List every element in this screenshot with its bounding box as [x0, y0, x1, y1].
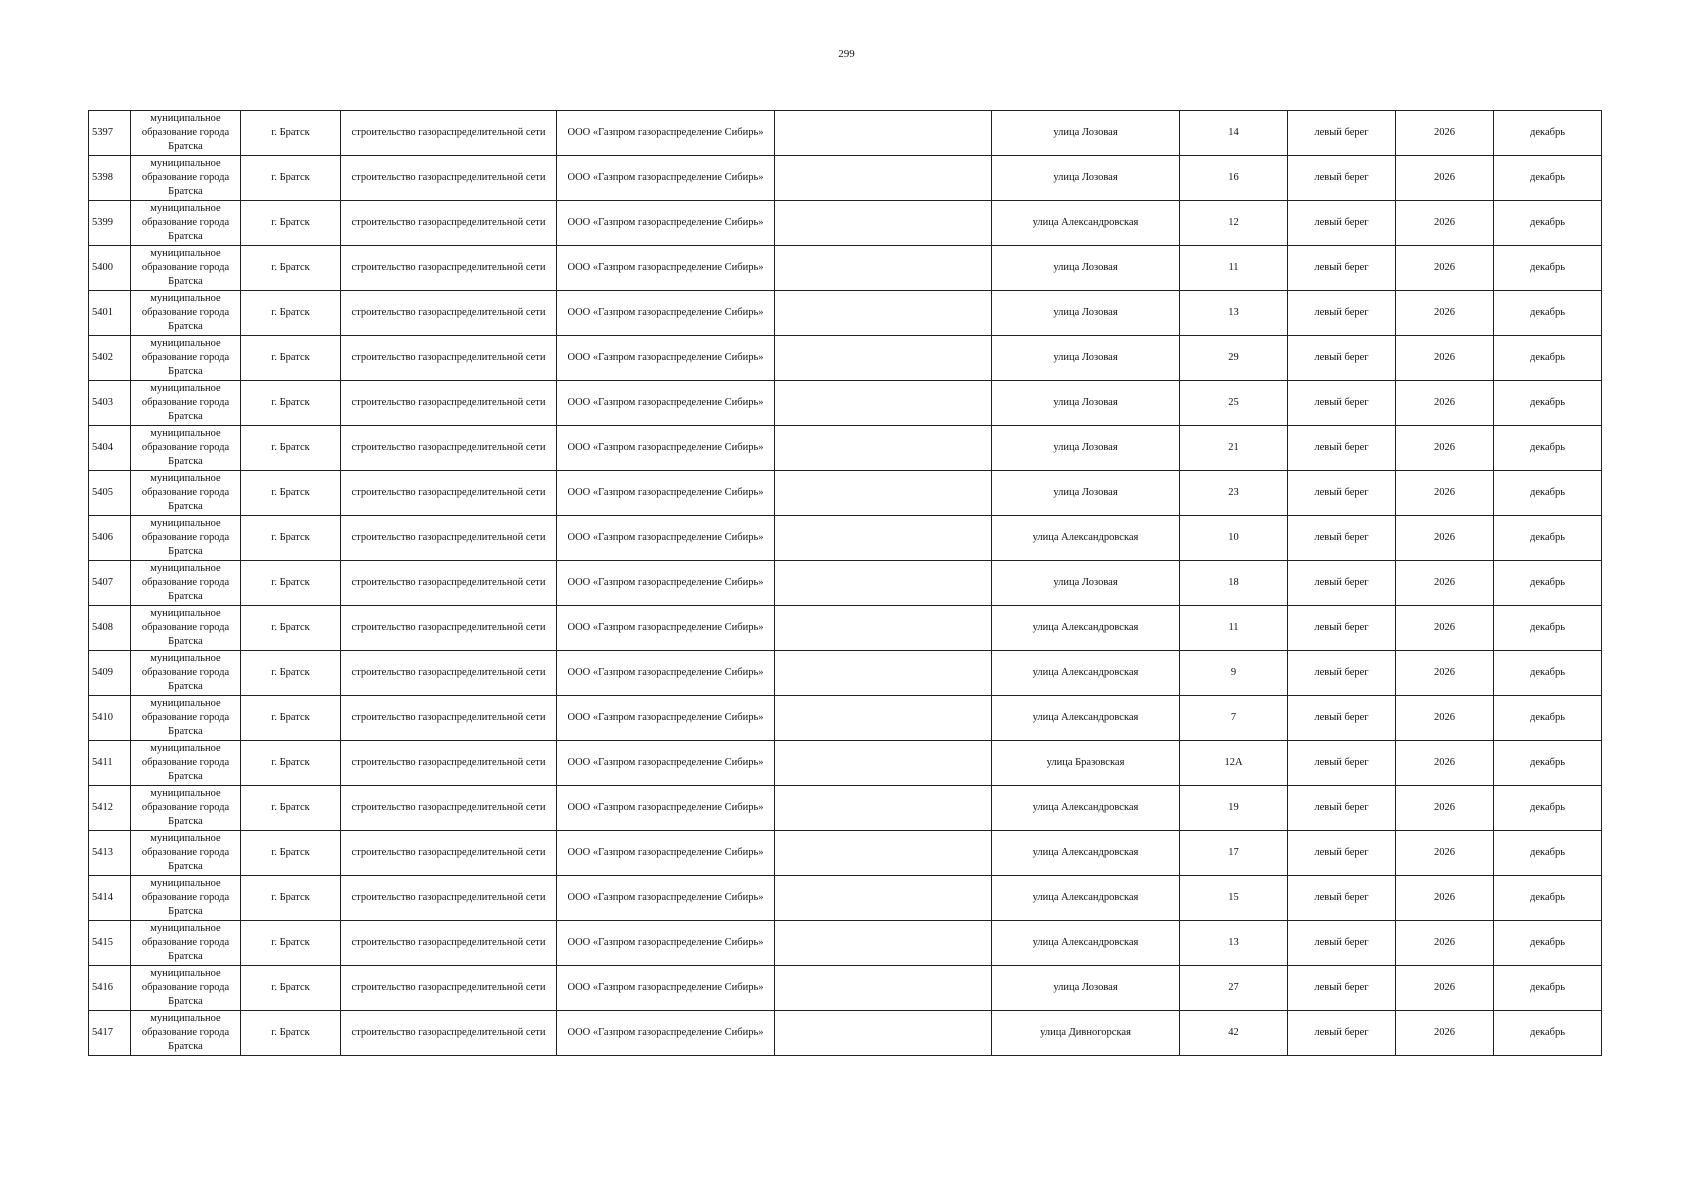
table-row: [89, 921, 1602, 966]
organization-cell: ООО «Газпром газораспределение Сибирь»: [557, 201, 775, 246]
month-cell: декабрь: [1494, 696, 1602, 741]
year-cell: 2026: [1396, 606, 1494, 651]
municipality-cell: муниципальное образование города Братска: [131, 786, 241, 831]
month-cell: декабрь: [1494, 291, 1602, 336]
table-row: [89, 381, 1602, 426]
city-cell: г. Братск: [241, 786, 341, 831]
month-cell: декабрь: [1494, 921, 1602, 966]
year-cell: 2026: [1396, 291, 1494, 336]
municipality-cell: муниципальное образование города Братска: [131, 426, 241, 471]
work-type-cell: строительство газораспределительной сети: [341, 336, 557, 381]
work-type-cell: строительство газораспределительной сети: [341, 246, 557, 291]
page-number: 299: [838, 48, 855, 60]
month-cell: декабрь: [1494, 741, 1602, 786]
house-number-cell: 7: [1180, 696, 1288, 741]
house-number-cell: 13: [1180, 921, 1288, 966]
city-cell: г. Братск: [241, 966, 341, 1011]
month-cell: декабрь: [1494, 786, 1602, 831]
table-row: [89, 201, 1602, 246]
work-type-cell: строительство газораспределительной сети: [341, 966, 557, 1011]
row-number: 5397: [89, 111, 131, 156]
empty-cell: [775, 1011, 992, 1056]
row-number: 5416: [89, 966, 131, 1011]
street-cell: улица Лозовая: [992, 156, 1180, 201]
empty-cell: [775, 651, 992, 696]
municipality-cell: муниципальное образование города Братска: [131, 516, 241, 561]
row-number: 5404: [89, 426, 131, 471]
month-cell: декабрь: [1494, 381, 1602, 426]
table-row: [89, 966, 1602, 1011]
organization-cell: ООО «Газпром газораспределение Сибирь»: [557, 696, 775, 741]
municipality-cell: муниципальное образование города Братска: [131, 606, 241, 651]
house-number-cell: 21: [1180, 426, 1288, 471]
municipality-cell: муниципальное образование города Братска: [131, 336, 241, 381]
municipality-cell: муниципальное образование города Братска: [131, 381, 241, 426]
row-number: 5403: [89, 381, 131, 426]
row-number: 5410: [89, 696, 131, 741]
table-row: [89, 651, 1602, 696]
table-row: [89, 741, 1602, 786]
district-cell: левый берег: [1288, 201, 1396, 246]
work-type-cell: строительство газораспределительной сети: [341, 381, 557, 426]
work-type-cell: строительство газораспределительной сети: [341, 426, 557, 471]
city-cell: г. Братск: [241, 696, 341, 741]
house-number-cell: 12А: [1180, 741, 1288, 786]
house-number-cell: 18: [1180, 561, 1288, 606]
work-type-cell: строительство газораспределительной сети: [341, 1011, 557, 1056]
municipality-cell: муниципальное образование города Братска: [131, 741, 241, 786]
year-cell: 2026: [1396, 561, 1494, 606]
work-type-cell: строительство газораспределительной сети: [341, 831, 557, 876]
work-type-cell: строительство газораспределительной сети: [341, 921, 557, 966]
district-cell: левый берег: [1288, 651, 1396, 696]
city-cell: г. Братск: [241, 831, 341, 876]
organization-cell: ООО «Газпром газораспределение Сибирь»: [557, 786, 775, 831]
district-cell: левый берег: [1288, 426, 1396, 471]
street-cell: улица Александровская: [992, 516, 1180, 561]
street-cell: улица Лозовая: [992, 111, 1180, 156]
month-cell: декабрь: [1494, 426, 1602, 471]
table-row: [89, 606, 1602, 651]
organization-cell: ООО «Газпром газораспределение Сибирь»: [557, 426, 775, 471]
district-cell: левый берег: [1288, 786, 1396, 831]
year-cell: 2026: [1396, 156, 1494, 201]
row-number: 5412: [89, 786, 131, 831]
district-cell: левый берег: [1288, 696, 1396, 741]
year-cell: 2026: [1396, 786, 1494, 831]
table-row: [89, 426, 1602, 471]
row-number: 5413: [89, 831, 131, 876]
work-type-cell: строительство газораспределительной сети: [341, 156, 557, 201]
street-cell: улица Дивногорская: [992, 1011, 1180, 1056]
table-row: [89, 111, 1602, 156]
city-cell: г. Братск: [241, 291, 341, 336]
month-cell: декабрь: [1494, 876, 1602, 921]
street-cell: улица Лозовая: [992, 291, 1180, 336]
district-cell: левый берег: [1288, 111, 1396, 156]
table-row: [89, 786, 1602, 831]
organization-cell: ООО «Газпром газораспределение Сибирь»: [557, 516, 775, 561]
empty-cell: [775, 111, 992, 156]
work-type-cell: строительство газораспределительной сети: [341, 696, 557, 741]
row-number: 5409: [89, 651, 131, 696]
city-cell: г. Братск: [241, 381, 341, 426]
house-number-cell: 11: [1180, 606, 1288, 651]
house-number-cell: 12: [1180, 201, 1288, 246]
house-number-cell: 15: [1180, 876, 1288, 921]
street-cell: улица Бразовская: [992, 741, 1180, 786]
organization-cell: ООО «Газпром газораспределение Сибирь»: [557, 156, 775, 201]
row-number: 5411: [89, 741, 131, 786]
district-cell: левый берег: [1288, 741, 1396, 786]
organization-cell: ООО «Газпром газораспределение Сибирь»: [557, 111, 775, 156]
city-cell: г. Братск: [241, 606, 341, 651]
city-cell: г. Братск: [241, 561, 341, 606]
city-cell: г. Братск: [241, 471, 341, 516]
street-cell: улица Александровская: [992, 201, 1180, 246]
empty-cell: [775, 606, 992, 651]
row-number: 5406: [89, 516, 131, 561]
street-cell: улица Александровская: [992, 876, 1180, 921]
municipality-cell: муниципальное образование города Братска: [131, 246, 241, 291]
row-number: 5398: [89, 156, 131, 201]
district-cell: левый берег: [1288, 246, 1396, 291]
work-type-cell: строительство газораспределительной сети: [341, 516, 557, 561]
district-cell: левый берег: [1288, 156, 1396, 201]
data-table: [88, 110, 1602, 1056]
house-number-cell: 10: [1180, 516, 1288, 561]
year-cell: 2026: [1396, 426, 1494, 471]
table-row: [89, 336, 1602, 381]
month-cell: декабрь: [1494, 156, 1602, 201]
municipality-cell: муниципальное образование города Братска: [131, 111, 241, 156]
house-number-cell: 25: [1180, 381, 1288, 426]
city-cell: г. Братск: [241, 111, 341, 156]
table-row: [89, 156, 1602, 201]
year-cell: 2026: [1396, 966, 1494, 1011]
empty-cell: [775, 921, 992, 966]
year-cell: 2026: [1396, 921, 1494, 966]
empty-cell: [775, 741, 992, 786]
empty-cell: [775, 336, 992, 381]
city-cell: г. Братск: [241, 201, 341, 246]
district-cell: левый берег: [1288, 1011, 1396, 1056]
street-cell: улица Александровская: [992, 921, 1180, 966]
year-cell: 2026: [1396, 876, 1494, 921]
organization-cell: ООО «Газпром газораспределение Сибирь»: [557, 336, 775, 381]
district-cell: левый берег: [1288, 291, 1396, 336]
year-cell: 2026: [1396, 471, 1494, 516]
district-cell: левый берег: [1288, 876, 1396, 921]
month-cell: декабрь: [1494, 606, 1602, 651]
work-type-cell: строительство газораспределительной сети: [341, 201, 557, 246]
empty-cell: [775, 381, 992, 426]
year-cell: 2026: [1396, 831, 1494, 876]
empty-cell: [775, 786, 992, 831]
work-type-cell: строительство газораспределительной сети: [341, 786, 557, 831]
organization-cell: ООО «Газпром газораспределение Сибирь»: [557, 291, 775, 336]
table-row: [89, 291, 1602, 336]
table-row: [89, 516, 1602, 561]
month-cell: декабрь: [1494, 831, 1602, 876]
row-number: 5402: [89, 336, 131, 381]
row-number: 5414: [89, 876, 131, 921]
district-cell: левый берег: [1288, 966, 1396, 1011]
city-cell: г. Братск: [241, 741, 341, 786]
row-number: 5407: [89, 561, 131, 606]
month-cell: декабрь: [1494, 966, 1602, 1011]
organization-cell: ООО «Газпром газораспределение Сибирь»: [557, 741, 775, 786]
table-row: [89, 876, 1602, 921]
month-cell: декабрь: [1494, 516, 1602, 561]
year-cell: 2026: [1396, 246, 1494, 291]
city-cell: г. Братск: [241, 156, 341, 201]
work-type-cell: строительство газораспределительной сети: [341, 651, 557, 696]
street-cell: улица Александровская: [992, 786, 1180, 831]
organization-cell: ООО «Газпром газораспределение Сибирь»: [557, 606, 775, 651]
house-number-cell: 13: [1180, 291, 1288, 336]
street-cell: улица Александровская: [992, 831, 1180, 876]
month-cell: декабрь: [1494, 561, 1602, 606]
empty-cell: [775, 471, 992, 516]
municipality-cell: муниципальное образование города Братска: [131, 921, 241, 966]
street-cell: улица Лозовая: [992, 426, 1180, 471]
street-cell: улица Лозовая: [992, 471, 1180, 516]
table-row: [89, 1011, 1602, 1056]
table-row: [89, 246, 1602, 291]
year-cell: 2026: [1396, 741, 1494, 786]
year-cell: 2026: [1396, 381, 1494, 426]
organization-cell: ООО «Газпром газораспределение Сибирь»: [557, 246, 775, 291]
organization-cell: ООО «Газпром газораспределение Сибирь»: [557, 876, 775, 921]
row-number: 5401: [89, 291, 131, 336]
month-cell: декабрь: [1494, 471, 1602, 516]
organization-cell: ООО «Газпром газораспределение Сибирь»: [557, 1011, 775, 1056]
organization-cell: ООО «Газпром газораспределение Сибирь»: [557, 651, 775, 696]
city-cell: г. Братск: [241, 336, 341, 381]
street-cell: улица Лозовая: [992, 336, 1180, 381]
house-number-cell: 17: [1180, 831, 1288, 876]
year-cell: 2026: [1396, 336, 1494, 381]
house-number-cell: 23: [1180, 471, 1288, 516]
organization-cell: ООО «Газпром газораспределение Сибирь»: [557, 381, 775, 426]
city-cell: г. Братск: [241, 651, 341, 696]
empty-cell: [775, 291, 992, 336]
month-cell: декабрь: [1494, 1011, 1602, 1056]
municipality-cell: муниципальное образование города Братска: [131, 471, 241, 516]
work-type-cell: строительство газораспределительной сети: [341, 291, 557, 336]
work-type-cell: строительство газораспределительной сети: [341, 111, 557, 156]
empty-cell: [775, 426, 992, 471]
work-type-cell: строительство газораспределительной сети: [341, 741, 557, 786]
year-cell: 2026: [1396, 111, 1494, 156]
street-cell: улица Лозовая: [992, 966, 1180, 1011]
table-row: [89, 471, 1602, 516]
street-cell: улица Александровская: [992, 651, 1180, 696]
year-cell: 2026: [1396, 696, 1494, 741]
table-row: [89, 831, 1602, 876]
city-cell: г. Братск: [241, 1011, 341, 1056]
row-number: 5405: [89, 471, 131, 516]
row-number: 5415: [89, 921, 131, 966]
municipality-cell: муниципальное образование города Братска: [131, 651, 241, 696]
municipality-cell: муниципальное образование города Братска: [131, 966, 241, 1011]
house-number-cell: 19: [1180, 786, 1288, 831]
municipality-cell: муниципальное образование города Братска: [131, 201, 241, 246]
municipality-cell: муниципальное образование города Братска: [131, 1011, 241, 1056]
month-cell: декабрь: [1494, 201, 1602, 246]
month-cell: декабрь: [1494, 111, 1602, 156]
work-type-cell: строительство газораспределительной сети: [341, 471, 557, 516]
empty-cell: [775, 201, 992, 246]
district-cell: левый берег: [1288, 381, 1396, 426]
city-cell: г. Братск: [241, 426, 341, 471]
district-cell: левый берег: [1288, 606, 1396, 651]
municipality-cell: муниципальное образование города Братска: [131, 831, 241, 876]
organization-cell: ООО «Газпром газораспределение Сибирь»: [557, 471, 775, 516]
work-type-cell: строительство газораспределительной сети: [341, 606, 557, 651]
organization-cell: ООО «Газпром газораспределение Сибирь»: [557, 921, 775, 966]
work-type-cell: строительство газораспределительной сети: [341, 561, 557, 606]
street-cell: улица Лозовая: [992, 246, 1180, 291]
year-cell: 2026: [1396, 651, 1494, 696]
month-cell: декабрь: [1494, 651, 1602, 696]
house-number-cell: 14: [1180, 111, 1288, 156]
empty-cell: [775, 561, 992, 606]
district-cell: левый берег: [1288, 336, 1396, 381]
month-cell: декабрь: [1494, 336, 1602, 381]
empty-cell: [775, 516, 992, 561]
year-cell: 2026: [1396, 201, 1494, 246]
empty-cell: [775, 696, 992, 741]
district-cell: левый берег: [1288, 921, 1396, 966]
row-number: 5400: [89, 246, 131, 291]
row-number: 5417: [89, 1011, 131, 1056]
city-cell: г. Братск: [241, 516, 341, 561]
row-number: 5408: [89, 606, 131, 651]
empty-cell: [775, 156, 992, 201]
year-cell: 2026: [1396, 1011, 1494, 1056]
house-number-cell: 11: [1180, 246, 1288, 291]
organization-cell: ООО «Газпром газораспределение Сибирь»: [557, 561, 775, 606]
empty-cell: [775, 876, 992, 921]
municipality-cell: муниципальное образование города Братска: [131, 696, 241, 741]
street-cell: улица Александровская: [992, 696, 1180, 741]
city-cell: г. Братск: [241, 921, 341, 966]
year-cell: 2026: [1396, 516, 1494, 561]
municipality-cell: муниципальное образование города Братска: [131, 876, 241, 921]
street-cell: улица Лозовая: [992, 381, 1180, 426]
district-cell: левый берег: [1288, 516, 1396, 561]
municipality-cell: муниципальное образование города Братска: [131, 291, 241, 336]
street-cell: улица Лозовая: [992, 561, 1180, 606]
empty-cell: [775, 966, 992, 1011]
empty-cell: [775, 246, 992, 291]
district-cell: левый берег: [1288, 561, 1396, 606]
house-number-cell: 16: [1180, 156, 1288, 201]
empty-cell: [775, 831, 992, 876]
organization-cell: ООО «Газпром газораспределение Сибирь»: [557, 966, 775, 1011]
district-cell: левый берег: [1288, 471, 1396, 516]
city-cell: г. Братск: [241, 876, 341, 921]
table-row: [89, 696, 1602, 741]
table-row: [89, 561, 1602, 606]
city-cell: г. Братск: [241, 246, 341, 291]
month-cell: декабрь: [1494, 246, 1602, 291]
municipality-cell: муниципальное образование города Братска: [131, 561, 241, 606]
municipality-cell: муниципальное образование города Братска: [131, 156, 241, 201]
street-cell: улица Александровская: [992, 606, 1180, 651]
house-number-cell: 42: [1180, 1011, 1288, 1056]
house-number-cell: 9: [1180, 651, 1288, 696]
district-cell: левый берег: [1288, 831, 1396, 876]
house-number-cell: 29: [1180, 336, 1288, 381]
house-number-cell: 27: [1180, 966, 1288, 1011]
organization-cell: ООО «Газпром газораспределение Сибирь»: [557, 831, 775, 876]
work-type-cell: строительство газораспределительной сети: [341, 876, 557, 921]
row-number: 5399: [89, 201, 131, 246]
